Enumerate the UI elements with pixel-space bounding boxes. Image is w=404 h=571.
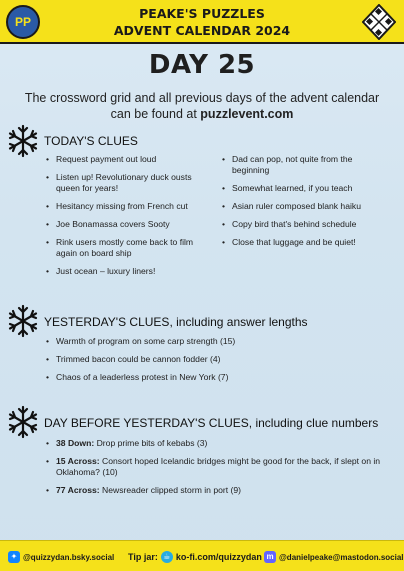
list-item: • Chaos of a leaderless protest in New York (7): [46, 372, 386, 383]
todays-clues-right-list: [222, 154, 392, 255]
list-item: • Listen up! Revolutionary duck ousts queen for years!: [46, 172, 212, 194]
day-title: DAY 25: [148, 50, 256, 80]
clue-number: 15 Across:: [56, 456, 100, 466]
snowflake-icon: [6, 304, 40, 338]
clue-number: 38 Down:: [56, 438, 95, 448]
mastodon-handle-text: @danielpeake@mastodon.social: [279, 552, 404, 562]
day-before-yesterdays-clues-heading: DAY BEFORE YESTERDAY'S CLUES, including clue numbers: [44, 416, 379, 430]
mastodon-handle[interactable]: [264, 551, 404, 563]
kofi-cup-icon: ☕: [161, 551, 173, 563]
bluesky-handle[interactable]: [8, 551, 114, 563]
todays-clues-left-list: [46, 154, 212, 284]
tip-jar[interactable]: [128, 551, 262, 563]
snowflake-icon: [6, 405, 40, 439]
tip-jar-label: Tip jar:: [128, 552, 158, 562]
todays-clues-heading: TODAY'S CLUES: [44, 134, 138, 148]
list-item: • Just ocean – luxury liners!: [46, 266, 212, 277]
intro-text: [20, 90, 384, 122]
clue-text: Drop prime bits of kebabs (3): [96, 438, 208, 448]
snowflake-icon: [6, 124, 40, 158]
list-item: [46, 456, 386, 478]
footer-banner: [0, 540, 404, 571]
list-item: • Rink users mostly come back to film again on board ship: [46, 237, 212, 259]
clue-text: Newsreader clipped storm in port (9): [102, 485, 242, 495]
list-item: • Dad can pop, not quite from the beginning: [222, 154, 392, 176]
logo-text: PP: [14, 15, 31, 29]
list-item: • Request payment out loud: [46, 154, 212, 165]
clue-text: Consort hoped Icelandic bridges might be good for the back, if slept on in Oklahoma? (10): [56, 456, 381, 477]
day-before-clues-list: [46, 438, 386, 503]
mastodon-icon: m: [264, 551, 276, 563]
list-item: • Joe Bonamassa covers Sooty: [46, 219, 212, 230]
kofi-link[interactable]: ko-fi.com/quizzydan: [175, 552, 262, 562]
yesterdays-clues-list: [46, 336, 386, 390]
header-banner: [0, 0, 404, 44]
list-item: • Trimmed bacon could be cannon fodder (4): [46, 354, 386, 365]
list-item: • Somewhat learned, if you teach: [222, 183, 392, 194]
header-title-line1: PEAKE'S PUZZLES: [139, 6, 265, 21]
yesterdays-clues-heading: YESTERDAY'S CLUES, including answer lengths: [44, 315, 308, 329]
list-item: [46, 438, 386, 449]
clue-number: 77 Across:: [56, 485, 100, 495]
bluesky-handle-text: @quizzydan.bsky.social: [23, 552, 115, 562]
crossword-grid-icon: [362, 4, 396, 40]
list-item: • Close that luggage and be quiet!: [222, 237, 392, 248]
list-item: • Hesitancy missing from French cut: [46, 201, 212, 212]
bluesky-butterfly-icon: ✦: [8, 551, 20, 563]
header-title-line2: ADVENT CALENDAR 2024: [113, 23, 291, 38]
list-item: • Copy bird that's behind schedule: [222, 219, 392, 230]
list-item: • Asian ruler composed blank haiku: [222, 201, 392, 212]
list-item: [46, 485, 386, 496]
list-item: • Warmth of program on some carp strength (15): [46, 336, 386, 347]
puzzlevent-link[interactable]: puzzlevent.com: [200, 107, 294, 121]
intro-sentence: The crossword grid and all previous days of the advent calendar can be found at: [24, 91, 380, 121]
